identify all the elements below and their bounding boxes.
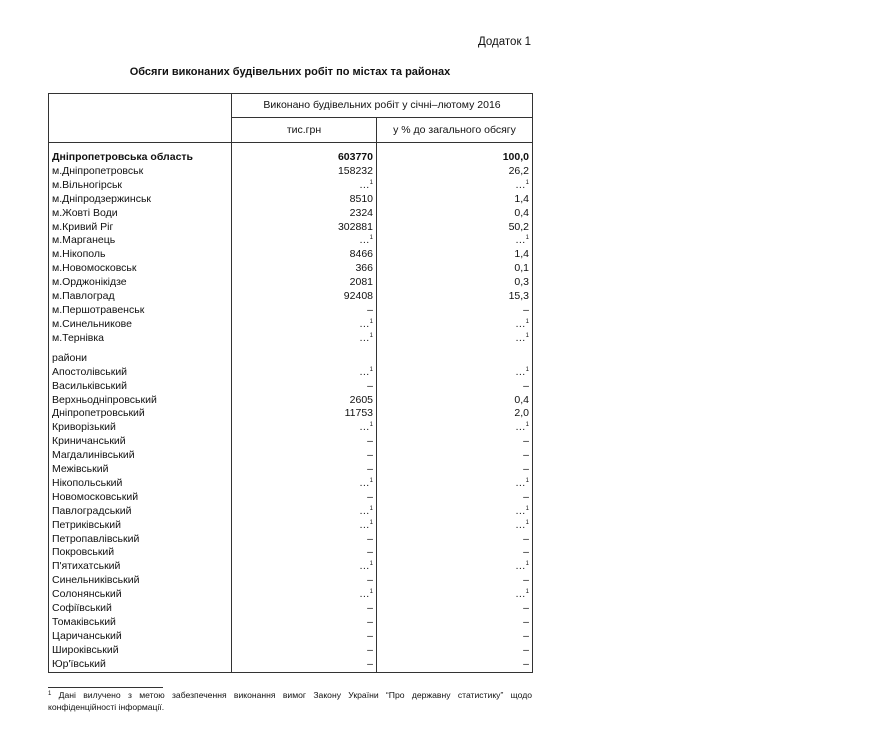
row-value (232, 332, 377, 346)
row-value-text: – (367, 379, 373, 392)
footnote-ref: 1 (369, 179, 373, 186)
row-name (49, 519, 232, 533)
row-value-text: … (359, 504, 370, 517)
row-share (377, 179, 533, 193)
footnote-ref: 1 (369, 477, 373, 484)
row-value (232, 519, 377, 533)
footnote-ref: 1 (525, 519, 529, 526)
row-value (232, 248, 377, 262)
row-name-text: Васильківський (52, 379, 127, 392)
row-value (232, 463, 377, 477)
row-value (232, 394, 377, 408)
row-name-text: Покровський (52, 546, 115, 559)
row-share-text: 1,4 (514, 248, 529, 261)
row-name (49, 546, 232, 560)
row-value (232, 304, 377, 318)
row-name (49, 588, 232, 602)
row-share-text: 0,3 (514, 276, 529, 289)
table-row (49, 304, 533, 318)
row-name-text: Новомосковський (52, 490, 139, 503)
row-value-text: – (367, 643, 373, 656)
table-row (49, 394, 533, 408)
table-row (49, 276, 533, 290)
footnote-ref: 1 (525, 318, 529, 325)
row-name (49, 505, 232, 519)
row-share-text: 2,0 (514, 407, 529, 420)
row-share-text: 26,2 (508, 164, 529, 177)
row-value (232, 276, 377, 290)
row-value-text: – (367, 574, 373, 587)
row-value-text: … (359, 234, 370, 247)
footnote-ref: 1 (525, 366, 529, 373)
row-name (49, 449, 232, 463)
footnote-ref: 1 (369, 505, 373, 512)
row-name (49, 407, 232, 421)
footnote-marker: 1 (48, 691, 52, 697)
row-value (232, 449, 377, 463)
row-value-text: 158232 (337, 164, 373, 177)
table-row (49, 519, 533, 533)
row-value-text: 366 (355, 262, 373, 275)
row-share (377, 546, 533, 560)
footnote-ref: 1 (369, 235, 373, 242)
row-share-text: – (523, 629, 529, 642)
table-row (49, 644, 533, 658)
table-row (49, 290, 533, 304)
row-value-text: … (359, 331, 370, 344)
row-value (232, 234, 377, 248)
footnote-text: Дані вилучено з метою забезпечення виконання вимог Закону України “Про державну статистику” щодо конфіденційності інформації. (48, 690, 532, 712)
row-name-text: Царичанський (52, 629, 122, 642)
section-row-districts (49, 352, 533, 366)
row-name-text: м.Вільногірськ (52, 178, 123, 191)
table-row (49, 248, 533, 262)
total-name: Дніпропетровська область (49, 151, 232, 165)
row-share-text: – (523, 643, 529, 656)
row-value (232, 588, 377, 602)
table-body (49, 94, 533, 673)
table-row (49, 616, 533, 630)
table-row (49, 421, 533, 435)
row-value-text: 11753 (344, 407, 373, 420)
footnote-ref: 1 (525, 589, 529, 596)
row-value-text: – (367, 616, 373, 628)
footnote-ref: 1 (369, 422, 373, 429)
row-share (377, 262, 533, 276)
section-label: райони (49, 352, 232, 366)
row-share (377, 574, 533, 588)
row-share (377, 435, 533, 449)
row-name-text: П'ятихатський (52, 560, 121, 573)
row-name (49, 165, 232, 179)
row-share-text: – (523, 574, 529, 587)
row-share (377, 533, 533, 547)
row-name (49, 394, 232, 408)
footnote-ref: 1 (525, 477, 529, 484)
row-name (49, 304, 232, 318)
row-share-text: – (523, 532, 529, 545)
table-row (49, 207, 533, 221)
table-row (49, 179, 533, 193)
table-row (49, 491, 533, 505)
row-share (377, 290, 533, 304)
row-value-text: … (359, 421, 370, 434)
row-share-text: 50,2 (508, 220, 529, 233)
row-name-text: Апостолівський (52, 365, 128, 378)
row-share (377, 630, 533, 644)
table-row (49, 533, 533, 547)
row-share-text: … (515, 317, 526, 330)
row-share (377, 602, 533, 616)
row-share (377, 276, 533, 290)
row-value (232, 505, 377, 519)
row-value (232, 644, 377, 658)
row-value-text: 302881 (337, 220, 373, 233)
row-name-text: м.Новомосковськ (52, 262, 137, 275)
row-name-text: м.Орджонікідзе (52, 276, 127, 289)
row-value-text: 8510 (349, 192, 373, 205)
total-row (49, 151, 533, 165)
total-share: 100,0 (377, 151, 533, 165)
row-value-text: … (359, 365, 370, 378)
table-row (49, 449, 533, 463)
row-name-text: м.Тернівка (52, 331, 105, 344)
row-share (377, 221, 533, 235)
row-name-text: Магдалинівський (52, 449, 135, 462)
row-share (377, 477, 533, 491)
row-name-text: м.Кривий Ріг (52, 220, 114, 233)
row-name-text: Межівський (52, 463, 109, 476)
row-value (232, 318, 377, 332)
table-row (49, 234, 533, 248)
row-value-text: – (367, 532, 373, 545)
row-share (377, 505, 533, 519)
row-value (232, 574, 377, 588)
row-share-text: … (515, 178, 526, 191)
row-share (377, 304, 533, 318)
table-row (49, 546, 533, 560)
table-row (49, 463, 533, 477)
row-value-text: – (367, 657, 373, 670)
row-share-text: – (523, 602, 529, 615)
row-share-text: 15,3 (508, 290, 529, 303)
row-share-text: … (515, 476, 526, 489)
row-share (377, 366, 533, 380)
table-row (49, 165, 533, 179)
row-name (49, 262, 232, 276)
group-header: Виконано будівельних робіт у січні–лютому 2016 (232, 94, 533, 118)
row-share-text: … (515, 588, 526, 601)
table-row (49, 380, 533, 394)
row-name (49, 616, 232, 630)
row-share-text: – (523, 379, 529, 392)
row-share (377, 248, 533, 262)
row-name-text: м.Павлоград (52, 290, 115, 303)
footnote-rule (48, 687, 163, 688)
header-blank-cell (49, 94, 232, 118)
row-value-text: … (359, 178, 370, 191)
table-row (49, 588, 533, 602)
row-value (232, 533, 377, 547)
row-name-text: м.Дніпродзержинськ (52, 192, 152, 205)
row-name-text: Дніпропетровський (52, 407, 145, 420)
row-share (377, 658, 533, 672)
construction-volume-table (48, 93, 533, 673)
row-value-text: – (367, 546, 373, 559)
row-value-text: – (367, 449, 373, 462)
row-name-text: Петриківський (52, 518, 121, 531)
table-row (49, 630, 533, 644)
row-share-text: – (523, 546, 529, 559)
row-name (49, 658, 232, 672)
row-value (232, 193, 377, 207)
row-name-text: Томаківський (52, 616, 116, 628)
footnote-ref: 1 (369, 366, 373, 373)
row-name (49, 179, 232, 193)
row-name-text: м.Нікополь (52, 248, 106, 261)
row-value (232, 221, 377, 235)
row-name (49, 491, 232, 505)
footnote-ref: 1 (525, 179, 529, 186)
row-value (232, 602, 377, 616)
row-share (377, 318, 533, 332)
row-value-text: 2081 (349, 276, 373, 289)
table-row (49, 221, 533, 235)
row-value (232, 262, 377, 276)
footnote-ref: 1 (369, 561, 373, 568)
row-name (49, 366, 232, 380)
row-name (49, 207, 232, 221)
row-share (377, 234, 533, 248)
row-name-text: м.Жовті Води (52, 206, 118, 219)
row-name (49, 630, 232, 644)
spacer-row (49, 143, 533, 152)
row-share (377, 407, 533, 421)
table-row (49, 407, 533, 421)
row-value (232, 560, 377, 574)
row-share (377, 644, 533, 658)
row-value-text: 2324 (349, 206, 373, 219)
footnote-ref: 1 (369, 519, 373, 526)
row-name (49, 560, 232, 574)
row-name-text: Солонянський (52, 588, 122, 601)
row-value-text: – (367, 303, 373, 316)
row-share-text: … (515, 331, 526, 344)
row-name (49, 602, 232, 616)
row-name-text: Криничанський (52, 435, 126, 448)
row-share-text: … (515, 560, 526, 573)
row-share-text: 1,4 (514, 192, 529, 205)
table-row (49, 477, 533, 491)
row-share (377, 560, 533, 574)
row-value (232, 207, 377, 221)
row-value (232, 380, 377, 394)
footnote-ref: 1 (369, 332, 373, 339)
row-share-text: 0,1 (514, 262, 529, 275)
footnote-ref: 1 (525, 422, 529, 429)
row-share (377, 449, 533, 463)
table-row (49, 435, 533, 449)
row-value (232, 658, 377, 672)
table-subheader-row (49, 118, 533, 143)
row-value (232, 546, 377, 560)
row-name-text: Петропавлівський (52, 532, 140, 545)
table-row (49, 574, 533, 588)
row-share-text: – (523, 303, 529, 316)
row-share (377, 588, 533, 602)
footnote (48, 690, 532, 713)
column-header-share: у % до загального обсягу (377, 118, 533, 143)
column-header-value: тис.грн (232, 118, 377, 143)
total-value: 603770 (232, 151, 377, 165)
row-value (232, 491, 377, 505)
row-share-text: … (515, 421, 526, 434)
table-row (49, 318, 533, 332)
row-name-text: Верхньодніпровський (52, 393, 157, 406)
row-value-text: – (367, 435, 373, 448)
row-name (49, 234, 232, 248)
row-value (232, 407, 377, 421)
row-share (377, 421, 533, 435)
row-share-text: … (515, 234, 526, 247)
row-share (377, 193, 533, 207)
row-share-text: – (523, 490, 529, 503)
row-share (377, 394, 533, 408)
table-row (49, 332, 533, 346)
row-value (232, 477, 377, 491)
row-name (49, 644, 232, 658)
row-share-text: … (515, 504, 526, 517)
row-share (377, 380, 533, 394)
document-title: Обсяги виконаних будівельних робіт по містах та районах (129, 66, 451, 78)
row-name (49, 193, 232, 207)
row-share-text: – (523, 463, 529, 476)
row-share-text: – (523, 616, 529, 628)
row-value (232, 290, 377, 304)
footnote-ref: 1 (369, 589, 373, 596)
row-name (49, 248, 232, 262)
row-share (377, 165, 533, 179)
row-value-text: 2605 (349, 393, 373, 406)
row-name-text: Софіївський (52, 602, 112, 615)
row-value (232, 165, 377, 179)
row-value-text: – (367, 602, 373, 615)
row-value (232, 630, 377, 644)
row-share (377, 491, 533, 505)
footnote-ref: 1 (525, 505, 529, 512)
row-value-text: … (359, 518, 370, 531)
row-name-text: м.Синельникове (52, 317, 132, 330)
table-row (49, 658, 533, 672)
row-name-text: Синельниківський (52, 574, 140, 587)
footnote-ref: 1 (525, 235, 529, 242)
appendix-label: Додаток 1 (478, 36, 532, 48)
row-share-text: – (523, 657, 529, 670)
row-value-text: – (367, 490, 373, 503)
row-value-text: – (367, 629, 373, 642)
row-name (49, 221, 232, 235)
row-value-text: 8466 (349, 248, 373, 261)
header-blank-cell (49, 118, 232, 143)
row-value (232, 366, 377, 380)
row-share-text: … (515, 518, 526, 531)
row-name (49, 574, 232, 588)
row-name (49, 276, 232, 290)
row-name-text: м.Дніпропетровськ (52, 164, 144, 177)
row-share (377, 332, 533, 346)
table-row (49, 262, 533, 276)
row-name (49, 290, 232, 304)
row-value-text: – (367, 463, 373, 476)
row-share (377, 207, 533, 221)
table-row (49, 505, 533, 519)
row-share (377, 519, 533, 533)
row-share-text: – (523, 449, 529, 462)
row-share-text: 0,4 (514, 206, 529, 219)
row-name-text: Широківський (52, 643, 119, 656)
row-name (49, 421, 232, 435)
table-row (49, 602, 533, 616)
row-name (49, 332, 232, 346)
row-share (377, 616, 533, 630)
row-share-text: … (515, 365, 526, 378)
row-name-text: м.Марганець (52, 234, 116, 247)
row-name (49, 477, 232, 491)
table-row (49, 366, 533, 380)
row-name (49, 533, 232, 547)
table-row (49, 193, 533, 207)
footnote-ref: 1 (525, 332, 529, 339)
row-share (377, 463, 533, 477)
row-value-text: … (359, 317, 370, 330)
footnote-ref: 1 (525, 561, 529, 568)
row-value (232, 179, 377, 193)
row-name (49, 318, 232, 332)
row-name (49, 380, 232, 394)
table-row (49, 560, 533, 574)
row-value (232, 616, 377, 630)
row-value-text: 92408 (343, 290, 373, 303)
row-value-text: … (359, 476, 370, 489)
row-share-text: 0,4 (514, 393, 529, 406)
row-name-text: м.Першотравенськ (52, 303, 145, 316)
row-value-text: … (359, 588, 370, 601)
row-value (232, 421, 377, 435)
row-name-text: Криворізький (52, 421, 116, 434)
row-name-text: Нікопольський (52, 476, 123, 489)
row-name (49, 463, 232, 477)
row-value (232, 435, 377, 449)
row-name (49, 435, 232, 449)
row-value-text: … (359, 560, 370, 573)
row-name-text: Юр'ївський (52, 657, 106, 670)
table-header-row (49, 94, 533, 118)
row-name-text: Павлоградський (52, 504, 132, 517)
footnote-ref: 1 (369, 318, 373, 325)
row-share-text: – (523, 435, 529, 448)
